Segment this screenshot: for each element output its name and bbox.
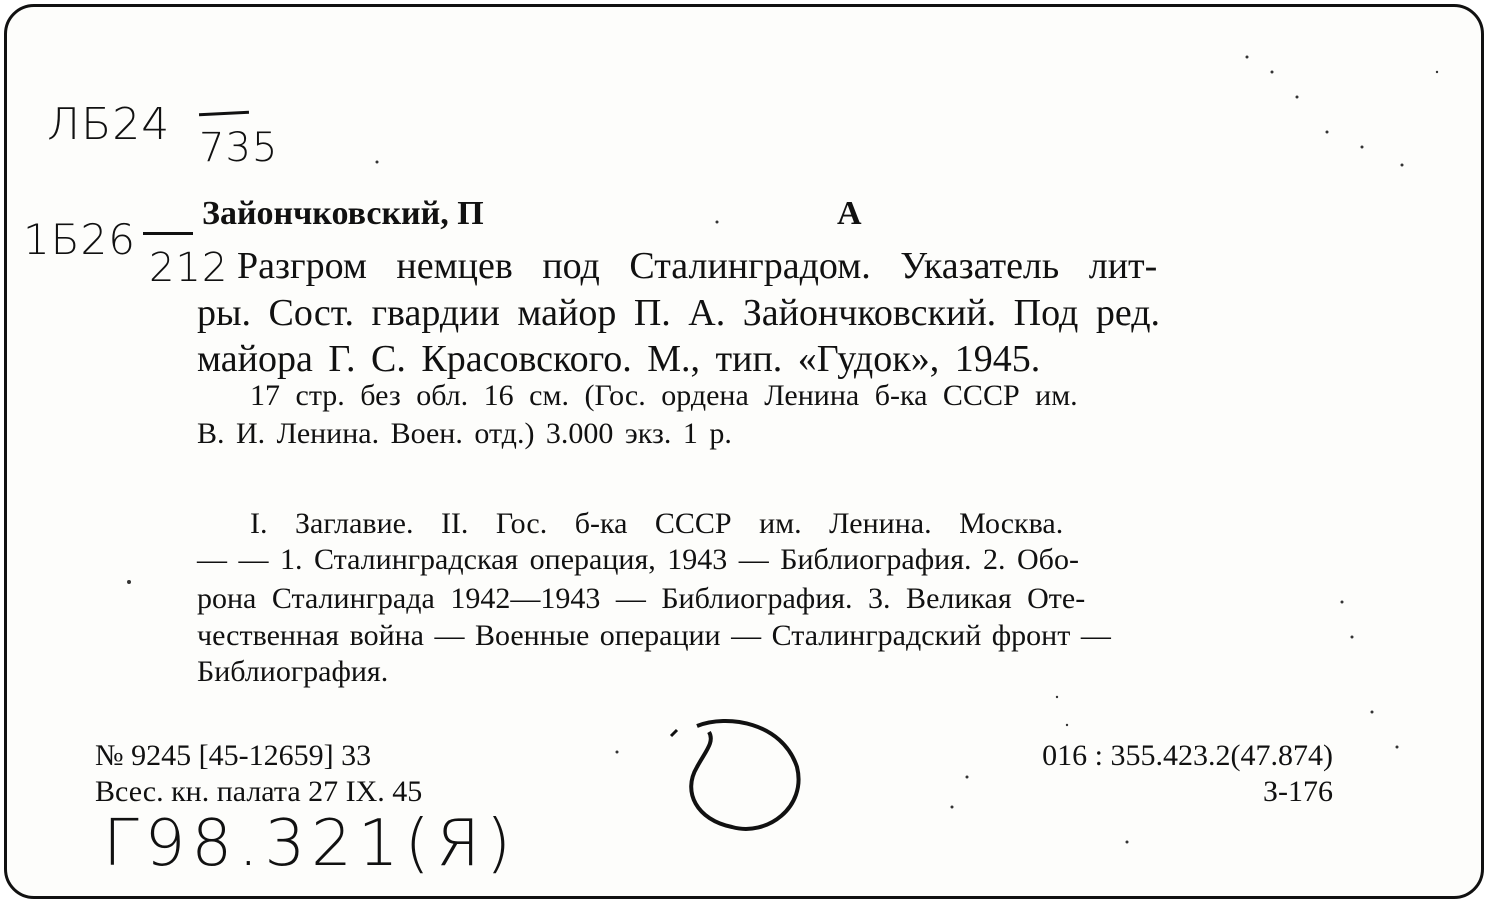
author-heading: Зайончковский, П	[202, 195, 484, 232]
tracing-line: чественная война — Военные операции — Сталинградский фронт —	[197, 619, 1111, 652]
collation-line: В. И. Ленина. Воен. отд.) 3.000 экз. 1 р.	[197, 417, 732, 450]
collation-line: 17 стр. без обл. 16 см. (Гос. ордена Ленина б-ка СССР им.	[250, 379, 1078, 412]
handwritten-classification: Г98.321(Я)	[103, 807, 517, 881]
author-mark: З-176	[1262, 775, 1333, 808]
record-number: № 9245 [45-12659] 33	[95, 739, 372, 772]
punch-hole-circle-icon	[657, 712, 817, 842]
book-chamber-note: Всес. кн. палата 27 IX. 45	[95, 775, 423, 808]
tracing-line: I. Заглавие. II. Гос. б-ка СССР им. Ленина. Москва.	[250, 507, 1064, 540]
title-line: майора Г. С. Красовского. М., тип. «Гудок», 1945.	[197, 338, 1041, 380]
tracing-line: рона Сталинграда 1942—1943 — Библиография. 3. Великая Оте-	[197, 582, 1086, 615]
title-line: ры. Сост. гвардии майор П. А. Зайончковский. Под ред.	[197, 292, 1161, 334]
handwritten-shelf-mark-1: ЛБ24	[47, 99, 171, 150]
tracing-line: — — 1. Сталинградская операция, 1943 — Библиография. 2. Обо-	[197, 543, 1079, 576]
catalog-card	[4, 4, 1484, 899]
handwritten-shelf-mark-1-sub: 735	[199, 125, 279, 171]
dash-stroke	[143, 232, 193, 235]
tracing-line: Библиография.	[197, 655, 389, 688]
udc-number: 016 : 355.423.2(47.874)	[1042, 739, 1333, 772]
handwritten-shelf-mark-2-sub: 212	[149, 245, 229, 291]
author-initial: А	[837, 195, 862, 232]
title-line: Разгром немцев под Сталинградом. Указатель лит-	[237, 245, 1158, 287]
overline-stroke	[199, 111, 249, 117]
handwritten-shelf-mark-2: 1Б26	[23, 215, 136, 264]
